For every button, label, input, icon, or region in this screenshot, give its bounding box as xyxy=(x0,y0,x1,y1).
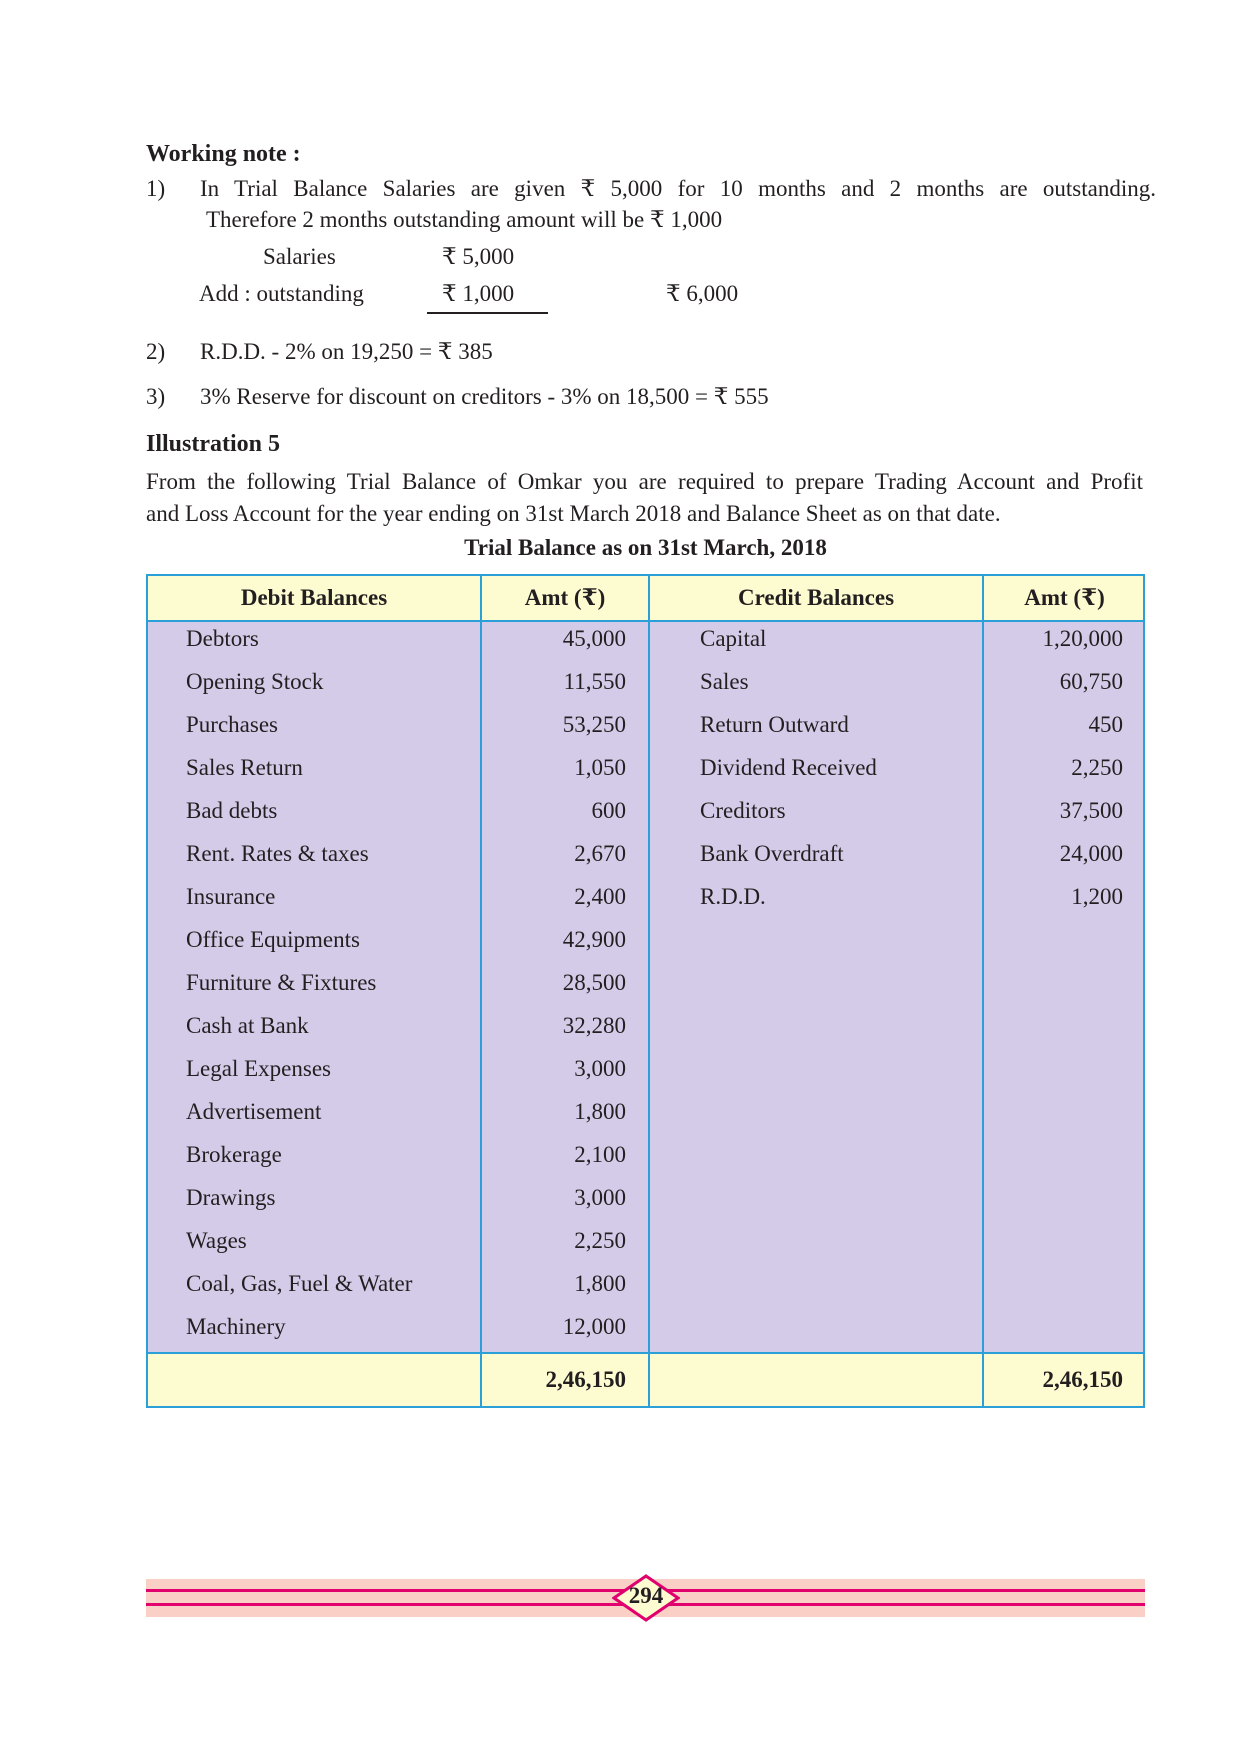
page-number: 294 xyxy=(628,1583,664,1608)
table-row xyxy=(148,1138,1143,1181)
debit-amount: 42,900 xyxy=(562,927,626,952)
total-debit: 2,46,150 xyxy=(545,1367,626,1392)
table-row xyxy=(148,1009,1143,1052)
credit-account-name: Capital xyxy=(700,626,767,651)
calc-total: ₹ 6,000 xyxy=(666,281,739,306)
debit-amount: 53,250 xyxy=(562,712,626,737)
debit-account-name: Cash at Bank xyxy=(186,1013,309,1038)
item-number: 3) xyxy=(146,384,166,409)
item-1-line-2: Therefore 2 months outstanding amount will be ₹ 1,000 xyxy=(206,207,723,232)
column-divider xyxy=(648,576,650,1406)
debit-amount: 12,000 xyxy=(562,1314,626,1339)
item-1-line-1: In Trial Balance Salaries are given ₹ 5,000 for 10 months and 2 months are outstanding. xyxy=(200,176,1156,201)
table-header-row xyxy=(148,576,1143,622)
total-credit: 2,46,150 xyxy=(1042,1367,1123,1392)
table-row xyxy=(148,751,1143,794)
column-divider xyxy=(982,576,984,1406)
table-row xyxy=(148,708,1143,751)
header-credit-amount: Amt (₹) xyxy=(1024,585,1105,610)
credit-account-name: Creditors xyxy=(700,798,786,823)
debit-amount: 1,800 xyxy=(574,1099,626,1124)
illustration-para-line-2: and Loss Account for the year ending on 31st March 2018 and Balance Sheet as on that date. xyxy=(146,501,1001,526)
table-total-row xyxy=(148,1352,1143,1406)
debit-amount: 3,000 xyxy=(574,1056,626,1081)
table-row xyxy=(148,880,1143,923)
credit-amount: 1,200 xyxy=(1071,884,1123,909)
credit-amount: 37,500 xyxy=(1059,798,1123,823)
debit-account-name: Furniture & Fixtures xyxy=(186,970,377,995)
working-note-item-1 xyxy=(146,176,1156,236)
debit-amount: 1,050 xyxy=(574,755,626,780)
table-row xyxy=(148,966,1143,1009)
credit-account-name: Dividend Received xyxy=(700,755,877,780)
debit-amount: 2,250 xyxy=(574,1228,626,1253)
credit-account-name: Sales xyxy=(700,669,749,694)
calc-add-label: Add : outstanding xyxy=(199,281,364,306)
debit-amount: 32,280 xyxy=(562,1013,626,1038)
credit-amount: 1,20,000 xyxy=(1042,626,1123,651)
debit-account-name: Purchases xyxy=(186,712,278,737)
working-note-item-3 xyxy=(146,384,1156,414)
debit-amount: 2,100 xyxy=(574,1142,626,1167)
debit-amount: 600 xyxy=(591,798,626,823)
credit-amount: 2,250 xyxy=(1071,755,1123,780)
header-debit-balances: Debit Balances xyxy=(240,585,388,610)
table-row xyxy=(148,1095,1143,1138)
debit-amount: 1,800 xyxy=(574,1271,626,1296)
item-number: 1) xyxy=(146,176,166,201)
illustration-para-line-1: From the following Trial Balance of Omkar you are required to prepare Trading Account and Profit xyxy=(146,469,1143,494)
header-credit-balances: Credit Balances xyxy=(737,585,895,610)
trial-balance-table xyxy=(146,574,1145,1408)
debit-account-name: Office Equipments xyxy=(186,927,360,952)
table-row xyxy=(148,1310,1143,1353)
calc-salaries-label: Salaries xyxy=(263,244,336,269)
debit-amount: 2,400 xyxy=(574,884,626,909)
table-row xyxy=(148,622,1143,665)
debit-account-name: Drawings xyxy=(186,1185,276,1210)
calc-underline xyxy=(427,312,548,314)
credit-account-name: Return Outward xyxy=(700,712,849,737)
column-divider xyxy=(480,576,482,1406)
calc-add-amount: ₹ 1,000 xyxy=(442,281,515,306)
debit-account-name: Brokerage xyxy=(186,1142,282,1167)
debit-amount: 45,000 xyxy=(562,626,626,651)
debit-account-name: Wages xyxy=(186,1228,247,1253)
table-title: Trial Balance as on 31st March, 2018 xyxy=(464,535,827,560)
credit-account-name: Bank Overdraft xyxy=(700,841,844,866)
working-note-item-2 xyxy=(146,339,1156,369)
table-row xyxy=(148,923,1143,966)
calc-salaries-amount: ₹ 5,000 xyxy=(442,244,515,269)
credit-account-name: R.D.D. xyxy=(700,884,766,909)
debit-account-name: Bad debts xyxy=(186,798,278,823)
item-3-text: 3% Reserve for discount on creditors - 3% on 18,500 = ₹ 555 xyxy=(200,384,769,409)
header-debit-amount: Amt (₹) xyxy=(524,585,606,610)
item-2-text: R.D.D. - 2% on 19,250 = ₹ 385 xyxy=(200,339,493,364)
table-row xyxy=(148,837,1143,880)
working-note-heading: Working note : xyxy=(146,141,301,167)
debit-account-name: Coal, Gas, Fuel & Water xyxy=(186,1271,413,1296)
debit-account-name: Debtors xyxy=(186,626,259,651)
debit-account-name: Advertisement xyxy=(186,1099,322,1124)
debit-amount: 28,500 xyxy=(562,970,626,995)
table-row xyxy=(148,1181,1143,1224)
table-row xyxy=(148,1267,1143,1310)
credit-amount: 60,750 xyxy=(1059,669,1123,694)
debit-account-name: Rent. Rates & taxes xyxy=(186,841,369,866)
debit-account-name: Insurance xyxy=(186,884,276,909)
table-row xyxy=(148,665,1143,708)
debit-amount: 2,670 xyxy=(574,841,626,866)
illustration-heading: Illustration 5 xyxy=(146,431,281,457)
debit-account-name: Legal Expenses xyxy=(186,1056,331,1081)
item-number: 2) xyxy=(146,339,166,364)
credit-amount: 24,000 xyxy=(1059,841,1123,866)
table-row xyxy=(148,1052,1143,1095)
table-row xyxy=(148,794,1143,837)
credit-amount: 450 xyxy=(1088,712,1123,737)
debit-amount: 3,000 xyxy=(574,1185,626,1210)
table-row xyxy=(148,1224,1143,1267)
debit-account-name: Opening Stock xyxy=(186,669,324,694)
debit-account-name: Sales Return xyxy=(186,755,303,780)
debit-account-name: Machinery xyxy=(186,1314,286,1339)
debit-amount: 11,550 xyxy=(563,669,626,694)
